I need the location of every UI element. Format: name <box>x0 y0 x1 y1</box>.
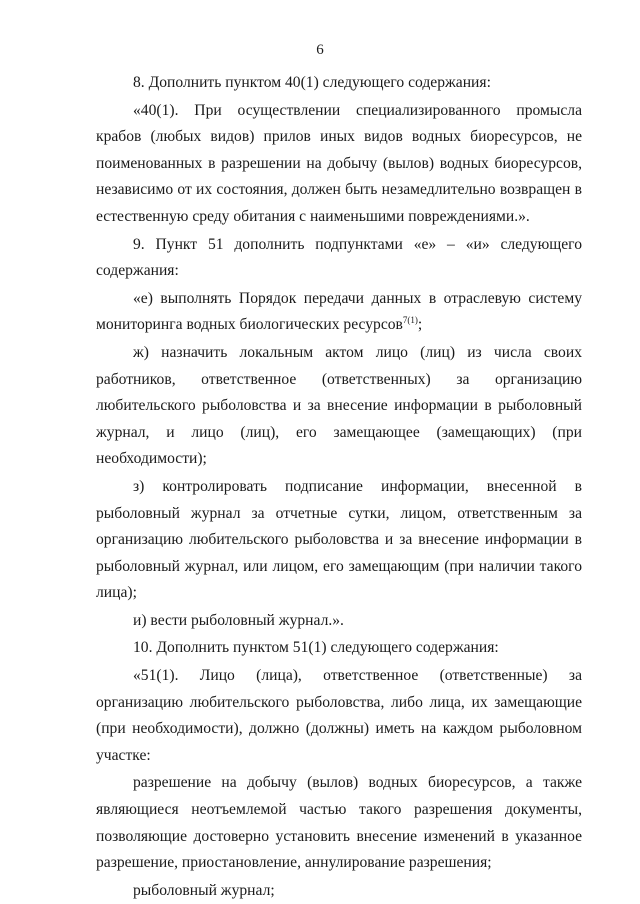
subitem-e-text: «е) выполнять Порядок передачи данных в отраслевую систему мониторинга водных биологических ресурсов <box>96 289 582 334</box>
paragraph-item-10: 10. Дополнить пунктом 51(1) следующего содержания: <box>133 639 499 657</box>
footnote-reference: 7(1) <box>402 315 418 326</box>
paragraph-subitem-zh: ж) назначить локальным актом лицо (лиц) из числа своих работников, ответственное (ответственных) за организацию любительского рыболовства и за внесение информации в рыболовный журнал, и лицо (лиц), его замещающее (замещающих) (при необходимости); <box>96 343 582 468</box>
subitem-e-end: ; <box>417 316 423 334</box>
paragraph-fishing-journal: рыболовный журнал; <box>133 881 275 899</box>
paragraph-subitem-z: з) контролировать подписание информации, внесенной в рыболовный журнал за отчетные сутки, лицом, ответственным за организацию любительского рыболовства и за внесение информации в рыболовный журнал, или лицом, его замещающим (при наличии такого лица); <box>96 477 582 602</box>
paragraph-subitem-i: и) вести рыболовный журнал.». <box>133 611 344 629</box>
paragraph-subitem-e <box>96 286 582 339</box>
paragraph-clause-40-1: «40(1). При осуществлении специализированного промысла крабов (любых видов) прилов иных видов водных биоресурсов, не поименованных в разрешении на добычу (вылов) водных биоресурсов, независимо от их состояния, должен быть незамедлительно возвращен в естественную среду обитания с наименьшими повреждениями.». <box>96 101 582 225</box>
paragraph-item-9: 9. Пункт 51 дополнить подпунктами «е» – «и» следующего содержания: <box>96 235 582 280</box>
page-number: 6 <box>316 42 324 58</box>
paragraph-clause-51-1: «51(1). Лицо (лица), ответственное (ответственные) за организацию любительского рыболовства, либо лица, их замещающие (при необходимости), должно (должны) иметь на каждом рыболовном участке: <box>96 667 582 764</box>
document-body <box>96 70 582 904</box>
paragraph-permit: разрешение на добычу (вылов) водных биоресурсов, а также являющиеся неотъемлемой частью такого разрешения документы, позволяющие достоверно установить внесение изменений в указанное разрешение, приостановление, аннулирование разрешения; <box>96 774 582 872</box>
paragraph-item-8: 8. Дополнить пунктом 40(1) следующего содержания: <box>133 74 491 91</box>
